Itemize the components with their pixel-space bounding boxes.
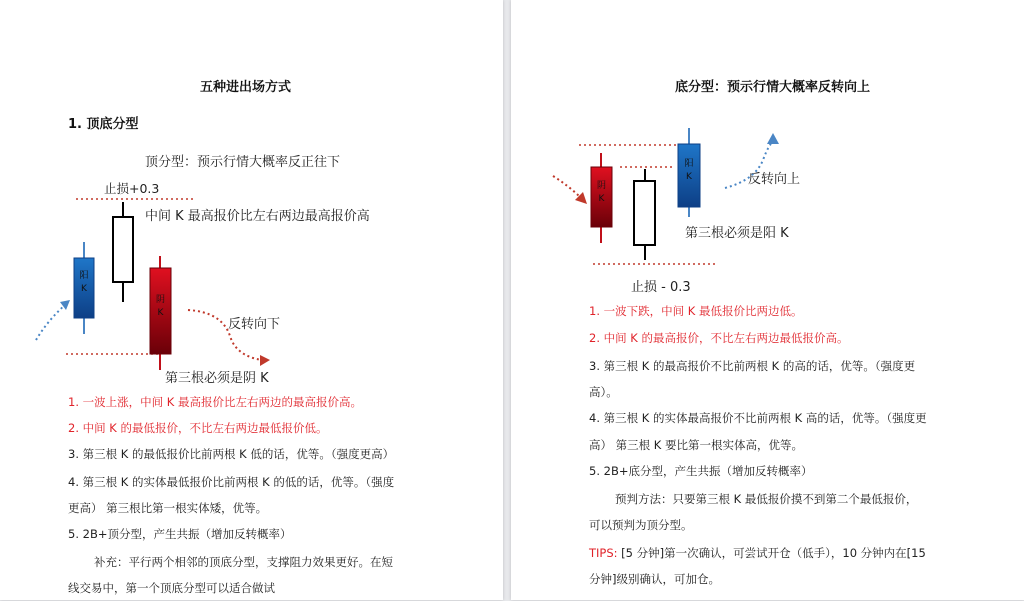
candle3-text: 阴 K xyxy=(155,295,165,318)
page-title: 五种进出场方式 xyxy=(200,80,292,95)
r-candle1-text: 阴 K xyxy=(596,181,606,204)
supplement-cont: 线交易中，第一个顶底分型可以适合做试 xyxy=(68,581,275,595)
predict-method-cont: 可以预判为顶分型。 xyxy=(589,518,693,532)
r-item-2: 2. 中间 K 的最高报价，不比左右两边最低报价高。 xyxy=(589,331,849,345)
item-4-cont: 更高） 第三根比第一根实体矮，优等。 xyxy=(68,501,268,515)
tips-label: TIPS: xyxy=(589,546,618,560)
up-arrow xyxy=(36,304,66,340)
candle1-text: 阳 K xyxy=(79,271,89,294)
r-item-4: 4. 第三根 K 的实体最高报价不比前两根 K 高的话，优等。（强度更 xyxy=(589,411,927,425)
third-yang-label: 第三根必须是阳 K xyxy=(685,226,789,241)
r-item-5: 5. 2B+底分型，产生共振（增加反转概率） xyxy=(589,464,813,478)
r-item-3-cont: 高）。 xyxy=(589,385,618,399)
bottom-fractal-diagram xyxy=(511,0,1024,300)
item-2: 2. 中间 K 的最低报价，不比左右两边最低报价低。 xyxy=(68,421,328,435)
item-1: 1. 一波上涨，中间 K 最高报价比左右两边的最高报价高。 xyxy=(68,395,362,409)
predict-method: 预判方法：只要第三根 K 最低报价摸不到第二个最低报价， xyxy=(615,492,918,506)
tips-line-2: 分钟]级别确认，可加仓。 xyxy=(589,572,720,586)
r-candle2-body xyxy=(634,181,655,245)
tips-text: [5 分钟]第一次确认，可尝试开仓（低手），10 分钟内在[15 xyxy=(617,546,926,560)
supplement: 补充：平行两个相邻的顶底分型，支撑阻力效果更好。在短 xyxy=(94,555,393,569)
item-5: 5. 2B+顶分型，产生共振（增加反转概率） xyxy=(68,527,292,541)
r-item-4-cont: 高） 第三根 K 要比第一根实体高，优等。 xyxy=(589,438,804,452)
stop-label: 止损+0.3 xyxy=(104,181,160,196)
candle2-body xyxy=(113,217,133,282)
middle-label: 中间 K 最高报价比左右两边最高报价高 xyxy=(145,209,370,224)
fig-heading: 顶分型：预示行情大概率反正往下 xyxy=(145,155,341,170)
down-arrow-right xyxy=(553,176,581,198)
r-item-1: 1. 一波下跌，中间 K 最低报价比两边低。 xyxy=(589,304,803,318)
item-4: 4. 第三根 K 的实体最低报价比前两根 K 的低的话，优等。（强度 xyxy=(68,475,395,489)
r-candle3-text: 阳 K xyxy=(684,159,694,182)
document-page-right xyxy=(511,0,1024,600)
down-arrow-head-right xyxy=(575,192,587,204)
tips-line xyxy=(589,540,926,566)
reverse-label: 反转向下 xyxy=(228,317,281,332)
down-arrow-head xyxy=(260,355,270,366)
r-item-3: 3. 第三根 K 的最高报价不比前两根 K 的高的话，优等。（强度更 xyxy=(589,359,916,373)
top-fractal-diagram xyxy=(0,0,503,400)
third-label: 第三根必须是阴 K xyxy=(165,371,269,386)
item-3: 3. 第三根 K 的最低报价比前两根 K 低的话，优等。（强度更高） xyxy=(68,447,395,461)
up-arrow-head-right xyxy=(767,133,779,144)
document-page-left xyxy=(0,0,503,600)
section-heading: 1. 顶底分型 xyxy=(68,117,139,132)
reverse-up-label: 反转向上 xyxy=(748,172,801,187)
stop-label-right: 止损 - 0.3 xyxy=(631,280,691,295)
page-title-right: 底分型：预示行情大概率反转向上 xyxy=(675,80,871,95)
